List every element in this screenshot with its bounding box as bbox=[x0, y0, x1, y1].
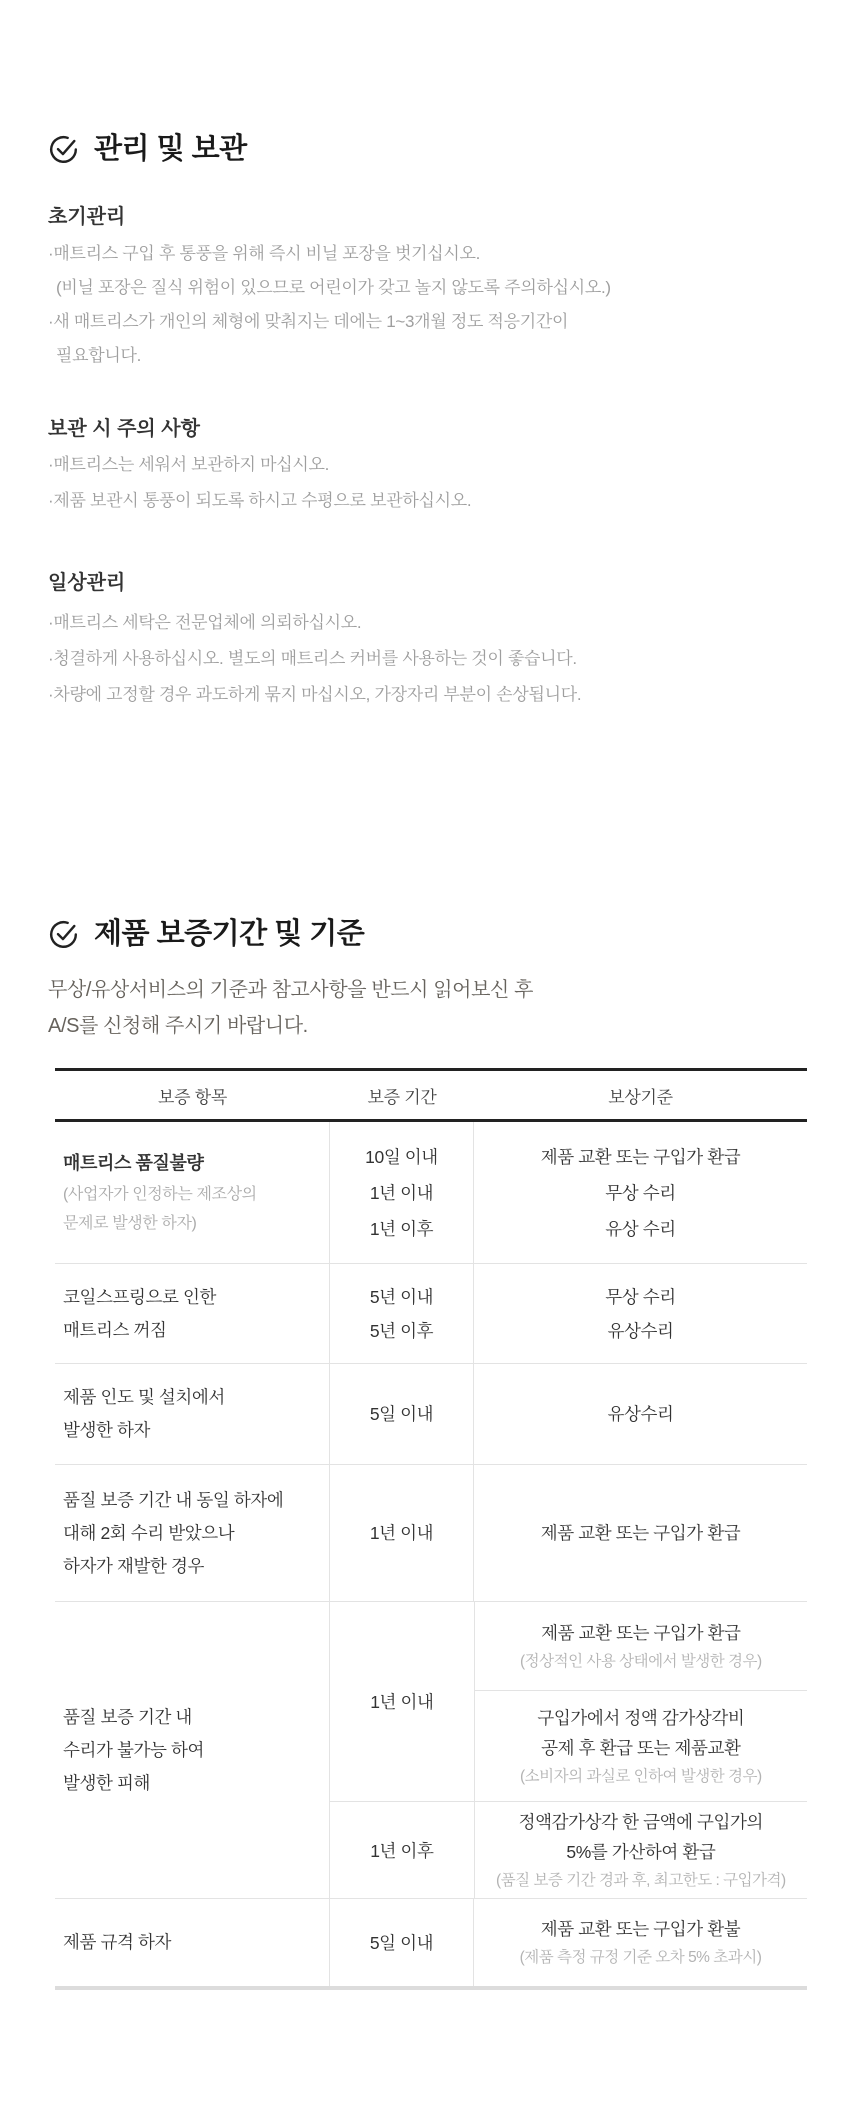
item-title: 제품 규격 하자 bbox=[63, 1932, 171, 1952]
period-cell bbox=[330, 1122, 474, 1263]
compensation: 유상수리 bbox=[607, 1404, 674, 1424]
period: 1년 이내 bbox=[369, 1523, 434, 1543]
table-row bbox=[55, 1364, 807, 1465]
col-header-item: 보증 항목 bbox=[158, 1087, 227, 1107]
item-line: 품질 보증 기간 내 bbox=[63, 1706, 192, 1727]
check-circle-icon bbox=[48, 919, 79, 950]
col-header-standard: 보상기준 bbox=[608, 1087, 673, 1107]
item-line: 발생한 하자 bbox=[63, 1420, 150, 1440]
compensation-cell bbox=[474, 1465, 807, 1601]
compensation: 무상 수리 bbox=[605, 1182, 676, 1203]
compensation-cell bbox=[474, 1122, 807, 1263]
period: 5년 이내 bbox=[369, 1286, 434, 1307]
compensation: 제품 교환 또는 구입가 환불 bbox=[540, 1919, 741, 1939]
item-line: 매트리스 꺼짐 bbox=[63, 1319, 167, 1340]
item-line: 대해 2회 수리 받았으나 bbox=[63, 1522, 235, 1543]
period-cell bbox=[330, 1364, 474, 1464]
compensation-note: (품질 보증 기간 경과 후, 최고한도 : 구입가격) bbox=[496, 1872, 786, 1889]
period: 10일 이내 bbox=[365, 1146, 438, 1167]
period-cell bbox=[330, 1264, 474, 1363]
compensation: 공제 후 환급 또는 제품교환 bbox=[541, 1737, 741, 1758]
care-storage-lines bbox=[48, 447, 812, 519]
compensation: 제품 교환 또는 구입가 환급 bbox=[540, 1523, 741, 1543]
compensation: 제품 교환 또는 구입가 환급 bbox=[540, 1146, 741, 1167]
compensation-cell bbox=[474, 1899, 807, 1986]
nested-cells bbox=[330, 1602, 807, 1898]
period: 1년 이내 bbox=[370, 1691, 434, 1712]
period-cell bbox=[330, 1602, 475, 1801]
care-subheading-initial: 초기관리 bbox=[48, 206, 126, 228]
care-section-header bbox=[48, 133, 812, 165]
check-circle-icon bbox=[48, 134, 79, 165]
compensation: 5%를 가산하여 환급 bbox=[566, 1842, 716, 1862]
care-subheading-storage: 보관 시 주의 사항 bbox=[48, 418, 200, 440]
period: 1년 이후 bbox=[370, 1840, 434, 1861]
item-note: (사업자가 인정하는 제조상의 bbox=[63, 1186, 257, 1203]
warranty-section bbox=[48, 918, 812, 1990]
item-cell bbox=[55, 1122, 330, 1263]
compensation-note: (소비자의 과실로 인하여 발생한 경우) bbox=[520, 1767, 762, 1785]
table-row bbox=[55, 1122, 807, 1264]
item-line: 하자가 재발한 경우 bbox=[63, 1555, 204, 1576]
item-line: 코일스프링으로 인한 bbox=[63, 1286, 217, 1307]
table-row bbox=[55, 1899, 807, 1986]
item-cell bbox=[55, 1602, 330, 1898]
warranty-section-header bbox=[48, 918, 812, 950]
compensation-stack bbox=[475, 1802, 807, 1899]
care-section bbox=[48, 133, 812, 713]
table-row bbox=[55, 1264, 807, 1364]
period: 5년 이후 bbox=[369, 1320, 434, 1341]
period-group bbox=[330, 1802, 807, 1899]
care-line: ·제품 보관시 통풍이 되도록 하시고 수평으로 보관하십시오. bbox=[48, 491, 472, 510]
table-row bbox=[55, 1465, 807, 1602]
item-line: 수리가 불가능 하여 bbox=[63, 1739, 204, 1760]
compensation-cell bbox=[475, 1802, 807, 1899]
period: 1년 이후 bbox=[369, 1218, 434, 1239]
warranty-intro bbox=[48, 972, 812, 1044]
compensation: 무상 수리 bbox=[605, 1286, 676, 1307]
care-line: ·매트리스 세탁은 전문업체에 의뢰하십시오. bbox=[48, 613, 362, 632]
care-line: ·새 매트리스가 개인의 체형에 맞춰지는 데에는 1~3개월 정도 적응기간이 bbox=[48, 312, 569, 331]
compensation: 구입가에서 정액 감가상각비 bbox=[537, 1707, 745, 1728]
compensation: 정액감가상각 한 금액에 구입가의 bbox=[518, 1812, 764, 1832]
item-line: 품질 보증 기간 내 동일 하자에 bbox=[63, 1489, 284, 1510]
warranty-intro-line: 무상/유상서비스의 기준과 참고사항을 반드시 읽어보신 후 bbox=[48, 979, 534, 1001]
warranty-intro-line: A/S를 신청해 주시기 바랍니다. bbox=[48, 1015, 308, 1037]
care-daily-lines bbox=[48, 605, 812, 713]
item-cell bbox=[55, 1465, 330, 1601]
period: 1년 이내 bbox=[369, 1182, 434, 1203]
period-cell bbox=[330, 1899, 474, 1986]
table-row bbox=[55, 1602, 807, 1899]
warranty-section-title: 제품 보증기간 및 기준 bbox=[94, 918, 365, 950]
warranty-table bbox=[55, 1068, 807, 1990]
care-initial-lines bbox=[48, 237, 812, 373]
period-group bbox=[330, 1602, 807, 1802]
care-line: (비닐 포장은 질식 위험이 있으므로 어린이가 갖고 놀지 않도록 주의하십시오.) bbox=[56, 278, 611, 297]
period-cell bbox=[330, 1802, 475, 1899]
care-line: 필요합니다. bbox=[56, 346, 142, 365]
compensation-note: (제품 측정 규정 기준 오차 5% 초과시) bbox=[519, 1949, 762, 1966]
item-line: 제품 인도 및 설치에서 bbox=[63, 1387, 225, 1407]
item-line: 발생한 피해 bbox=[63, 1772, 150, 1793]
period-cell bbox=[330, 1465, 474, 1601]
care-line: ·청결하게 사용하십시오. 별도의 매트리스 커버를 사용하는 것이 좋습니다. bbox=[48, 649, 577, 668]
compensation-cell bbox=[475, 1691, 807, 1801]
period: 5일 이내 bbox=[369, 1404, 434, 1424]
compensation-cell bbox=[474, 1264, 807, 1363]
care-line: ·매트리스는 세워서 보관하지 마십시오. bbox=[48, 455, 330, 474]
care-section-title: 관리 및 보관 bbox=[94, 133, 247, 165]
care-subheading-daily: 일상관리 bbox=[48, 572, 126, 594]
item-cell bbox=[55, 1899, 330, 1986]
compensation-note: (정상적인 사용 상태에서 발생한 경우) bbox=[520, 1652, 762, 1670]
compensation: 유상 수리 bbox=[605, 1218, 676, 1239]
item-note: 문제로 발생한 하자) bbox=[63, 1215, 197, 1232]
warranty-table-header bbox=[55, 1071, 807, 1122]
compensation-stack bbox=[475, 1602, 807, 1801]
compensation-cell bbox=[475, 1602, 807, 1691]
care-line: ·차량에 고정할 경우 과도하게 묶지 마십시오, 가장자리 부분이 손상됩니다. bbox=[48, 685, 582, 704]
compensation-cell bbox=[474, 1364, 807, 1464]
item-cell bbox=[55, 1264, 330, 1363]
item-cell bbox=[55, 1364, 330, 1464]
col-header-period: 보증 기간 bbox=[367, 1087, 437, 1107]
compensation: 제품 교환 또는 구입가 환급 bbox=[541, 1622, 741, 1643]
item-title: 매트리스 품질불량 bbox=[63, 1153, 204, 1173]
compensation: 유상수리 bbox=[607, 1320, 674, 1341]
period: 5일 이내 bbox=[369, 1932, 434, 1953]
care-line: ·매트리스 구입 후 통풍을 위해 즉시 비닐 포장을 벗기십시오. bbox=[48, 244, 481, 263]
